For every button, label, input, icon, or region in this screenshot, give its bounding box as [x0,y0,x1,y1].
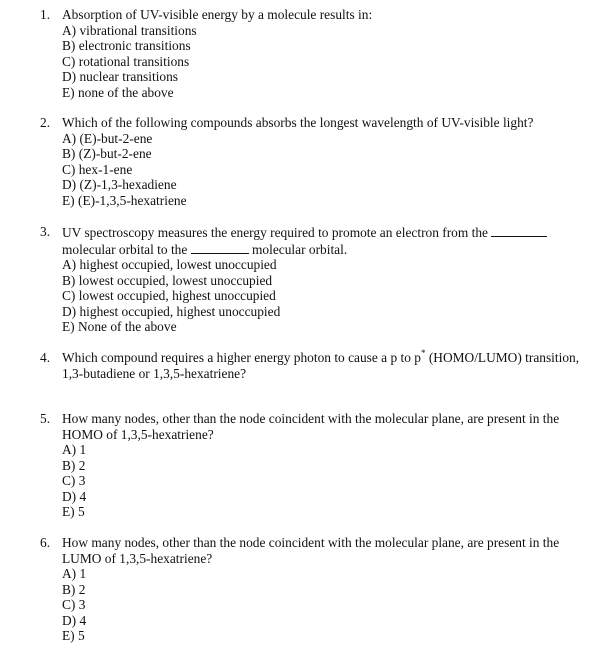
question-number: 1. [40,7,51,22]
answer-choice-c: C) hex-1-ene [62,161,133,177]
superscript-asterisk: * [420,348,426,358]
question-3 [40,224,606,335]
answer-choice-d: D) 4 [62,488,87,504]
question-4 [40,350,606,381]
answer-choice-e: E) none of the above [62,84,174,100]
answer-choice-b: B) lowest occupied, lowest unoccupied [62,272,273,288]
question-stem-line-2 [62,241,606,258]
answer-choice-b: B) 2 [62,581,86,597]
answer-choice-b: B) 2 [62,457,86,473]
answer-choice-e: E) (E)-1,3,5-hexatriene [62,192,187,208]
question-stem-line-2: LUMO of 1,3,5-hexatriene? [62,550,213,566]
question-stem-line-1 [62,224,606,241]
question-number: 3. [40,224,51,239]
answer-choice-b: B) electronic transitions [62,38,191,53]
answer-choice-a: A) vibrational transitions [62,22,197,38]
question-stem-line-2: HOMO of 1,3,5-hexatriene? [62,426,214,442]
answer-choice-a: A) highest occupied, lowest unoccupied [62,257,277,272]
question-stem-line-1 [62,350,606,366]
answer-choice-e: E) 5 [62,628,85,643]
answer-choice-a: A) 1 [62,566,87,581]
question-6 [40,535,606,644]
answer-choice-d: D) 4 [62,612,87,628]
answer-choice-d: D) highest occupied, highest unoccupied [62,303,281,319]
fill-in-blank [191,241,249,254]
question-stem: Which of the following compounds absorbs the longest wavelength of UV-visible light? [62,115,534,130]
question-number: 6. [40,535,51,550]
question-stem-line-1: How many nodes, other than the node coincident with the molecular plane, are present in the [62,535,560,550]
question-number: 4. [40,350,51,365]
answer-choice-e: E) 5 [62,504,85,519]
answer-choice-c: C) 3 [62,473,86,488]
fill-in-blank [491,224,547,237]
answer-choice-c: C) 3 [62,597,86,612]
stem-text: Which compound requires a higher energy photon to cause a p to p [62,350,421,365]
stem-text: (HOMO/LUMO) transition, [425,350,580,365]
answer-choice-a: A) (E)-but-2-ene [62,130,153,146]
answer-choice-e: E) None of the above [62,319,177,334]
question-number: 2. [40,115,51,130]
question-5 [40,411,606,520]
question-stem: Absorption of UV-visible energy by a molecule results in: [62,7,373,22]
question-stem-line-1: How many nodes, other than the node coincident with the molecular plane, are present in the [62,411,560,426]
stem-text: molecular orbital. [248,241,348,257]
answer-choice-d: D) (Z)-1,3-hexadiene [62,177,177,192]
answer-choice-c: C) rotational transitions [62,53,190,69]
stem-text: molecular orbital to the [62,241,191,257]
question-1 [40,7,606,100]
answer-choice-d: D) nuclear transitions [62,69,179,84]
answer-choice-c: C) lowest occupied, highest unoccupied [62,288,276,303]
question-2 [40,115,606,208]
stem-text: UV spectroscopy measures the energy required to promote an electron from the [62,225,492,240]
answer-choice-a: A) 1 [62,442,87,457]
question-number: 5. [40,411,51,426]
answer-choice-b: B) (Z)-but-2-ene [62,146,152,161]
question-stem-line-2: 1,3-butadiene or 1,3,5-hexatriene? [62,365,247,381]
